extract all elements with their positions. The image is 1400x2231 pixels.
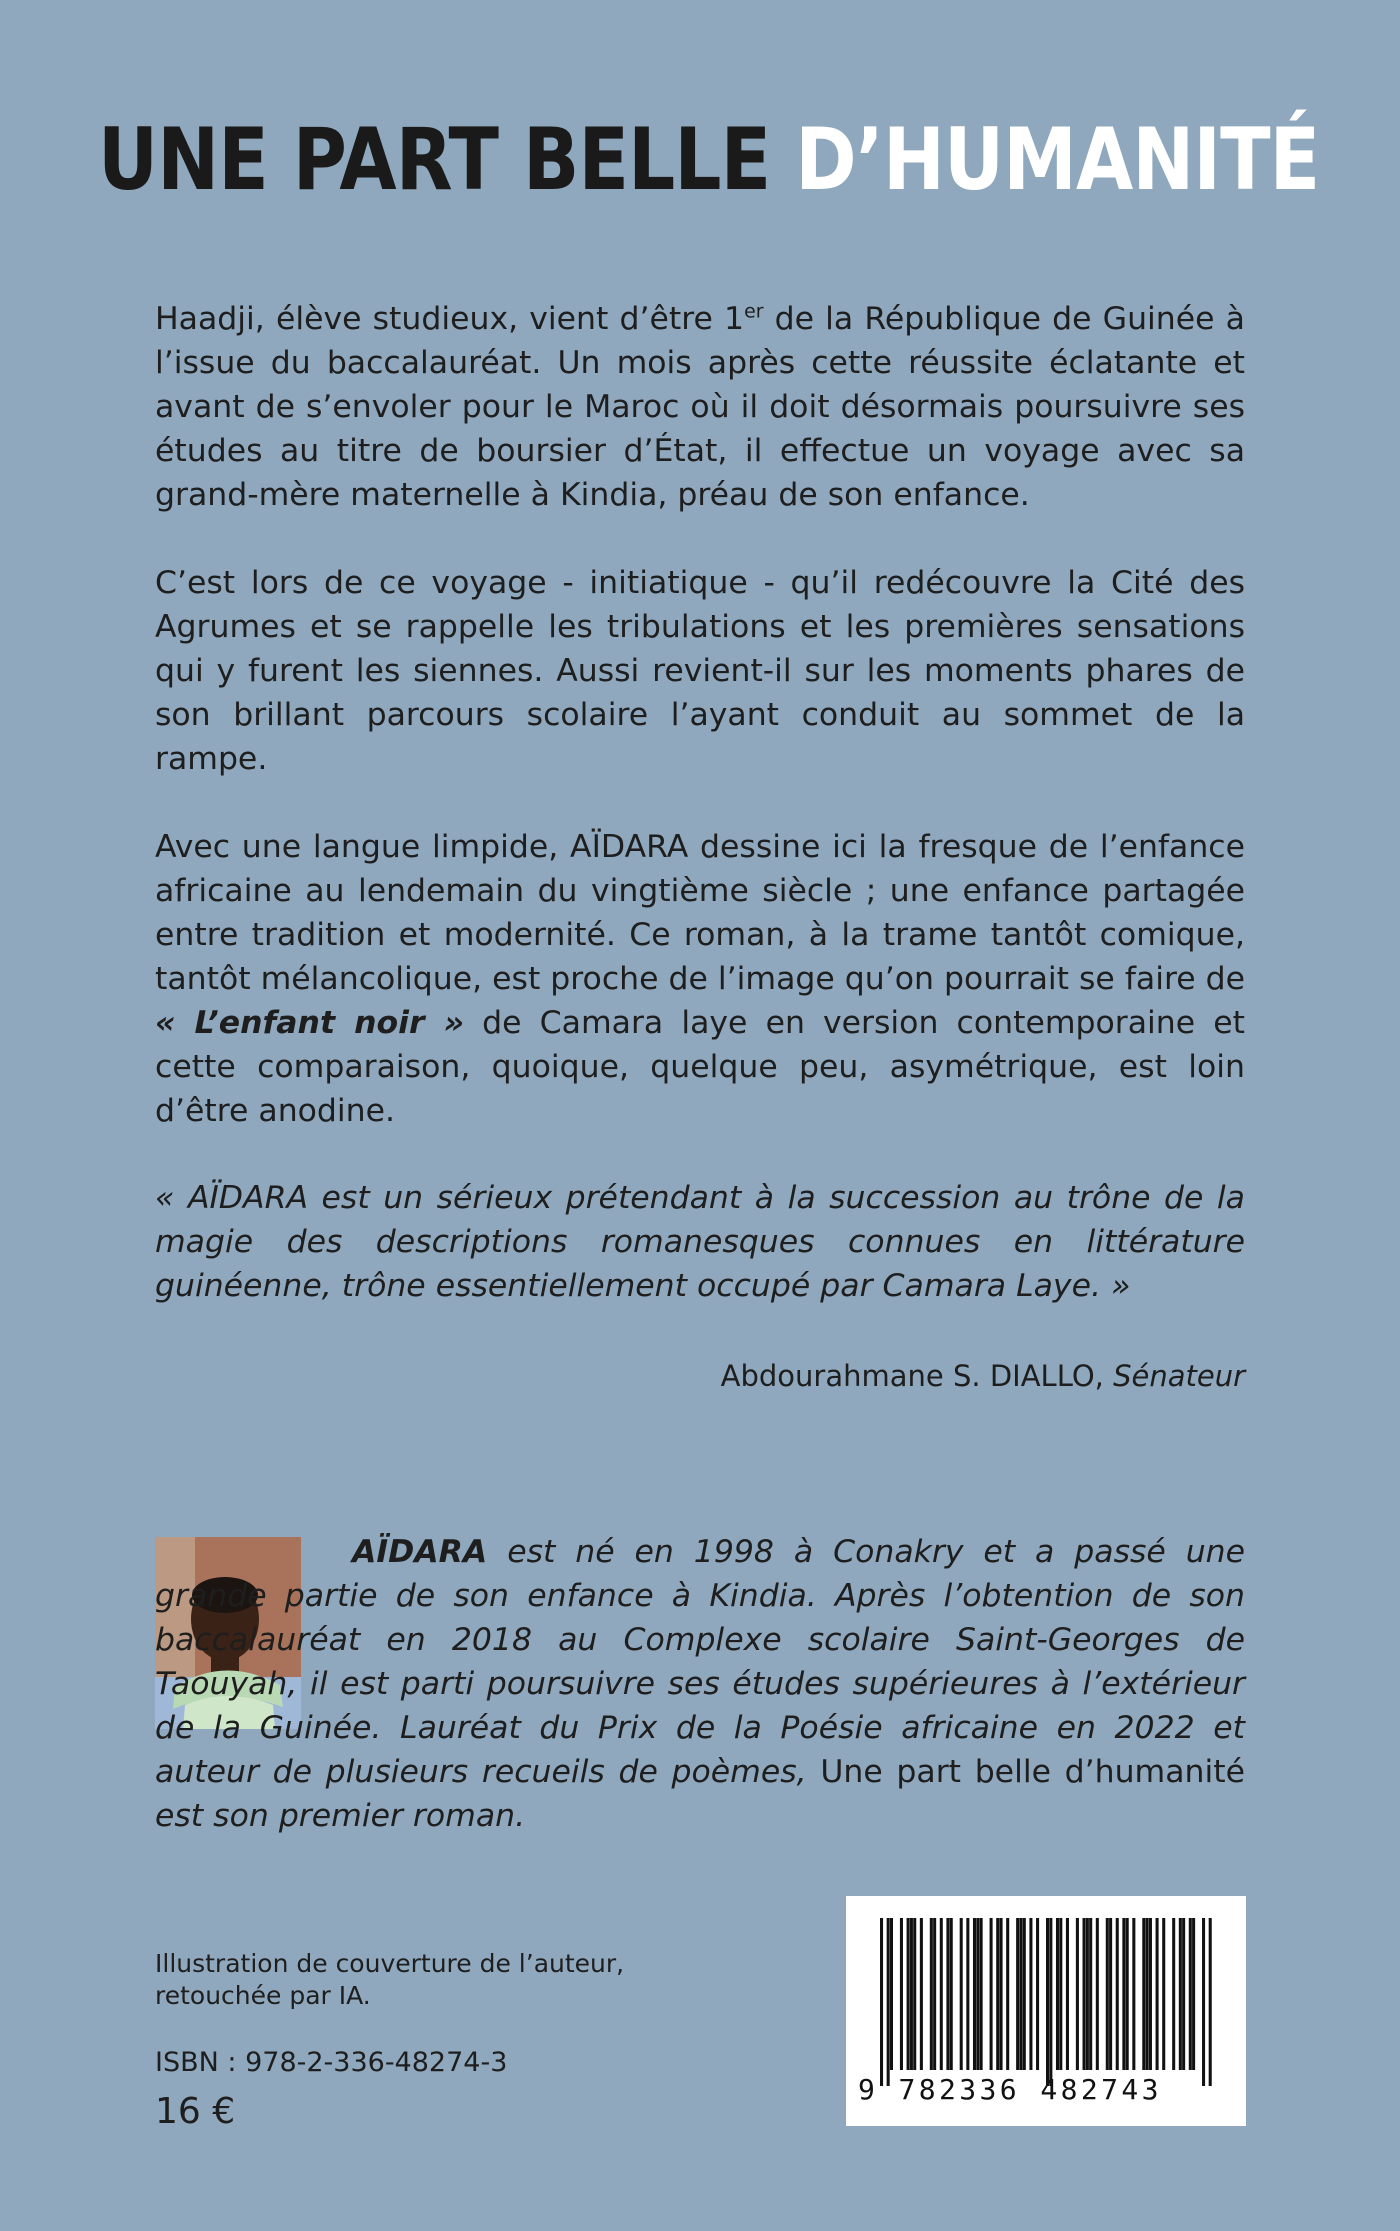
barcode — [846, 1896, 1246, 2126]
synopsis-paragraph-1 — [155, 297, 1245, 517]
barcode-bar — [1029, 1918, 1032, 2070]
cover-credit — [155, 1948, 755, 2012]
barcode-bar — [1162, 1918, 1165, 2070]
barcode-bar — [1089, 1918, 1092, 2070]
barcode-bar — [1059, 1918, 1062, 2070]
barcode-bar — [900, 1918, 903, 2070]
barcode-bar — [1083, 1918, 1086, 2070]
p3-book-reference: « L’enfant noir » — [155, 1005, 465, 1041]
barcode-bar — [1006, 1918, 1009, 2070]
barcode-bar — [1076, 1918, 1079, 2070]
barcode-bar — [910, 1918, 913, 2070]
barcode-bar — [966, 1918, 969, 2070]
barcode-bar — [1049, 1918, 1052, 2086]
barcode-bar — [1036, 1918, 1039, 2070]
barcode-bar — [973, 1918, 976, 2070]
p3-text-b: de Camara laye en version contemporaine et cette comparaison, quoique, quelque peu, asymétrique, est loin d’être anodine. — [155, 1005, 1245, 1129]
author-bio — [155, 1530, 1245, 1838]
barcode-bar — [1023, 1918, 1026, 2070]
quote-attribution — [721, 1356, 1245, 1396]
barcode-bar — [1066, 1918, 1069, 2070]
barcode-bar — [1016, 1918, 1019, 2070]
bio-book-title: Une part belle d’humanité — [820, 1754, 1245, 1790]
barcode-bar — [1189, 1918, 1192, 2070]
barcode-bar — [1192, 1918, 1195, 2070]
barcode-bar — [1209, 1918, 1212, 2086]
barcode-bar — [1096, 1918, 1099, 2070]
p1-text-a: Haadji, élève studieux, vient d’être 1 — [155, 301, 745, 337]
barcode-bar — [1156, 1918, 1159, 2070]
barcode-bar — [913, 1918, 916, 2070]
barcode-bar — [1132, 1918, 1135, 2070]
barcode-bar — [1146, 1918, 1149, 2070]
barcode-bar — [1056, 1918, 1059, 2070]
barcode-bar — [1149, 1918, 1152, 2070]
quote-author: Abdourahmane S. DIALLO, — [720, 1359, 1104, 1393]
credit-line-2: retouchée par IA. — [155, 1981, 371, 2010]
p1-text-b: de la République de Guinée à l’issue du baccalauréat. Un mois après cette réussite éclatante et avant de s’envoler pour le Maroc où il doit désormais poursuivre ses études au titre de boursier d’État, il effectue un voyage avec sa grand-mère maternelle à Kindia, préau de son enfance. — [155, 301, 1245, 513]
endorsement-quote: « AÏDARA est un sérieux prétendant à la succession au trône de la magie des descriptions romanesques connues en littérature guinéenne, trône essentiellement occupé par Camara Laye. » — [155, 1180, 1245, 1304]
barcode-bar — [976, 1918, 979, 2070]
barcode-bar — [960, 1918, 963, 2070]
barcode-bar — [996, 1918, 999, 2070]
price: 16 € — [155, 2091, 236, 2132]
quote-author-role: Sénateur — [1113, 1359, 1245, 1393]
barcode-bar — [1182, 1918, 1185, 2070]
barcode-bar — [1126, 1918, 1129, 2070]
barcode-digits: 9 782336 482743 — [858, 2073, 1162, 2106]
barcode-bar — [1000, 1918, 1003, 2070]
isbn: ISBN : 978-2-336-48274-3 — [155, 2047, 508, 2078]
barcode-bar — [933, 1918, 936, 2070]
bio-text-a: est né en 1998 à Conakry et a passé une grande partie de son enfance à Kindia. Après l’obtention de son baccalauréat en 2018 au Complexe scolaire Saint-Georges de Taouyah, il est parti poursuivre ses études supérieures à l’extérieur de la Guinée. Lauréat du Prix de la Poésie africaine en 2022 et auteur de plusieurs recueils de poèmes, — [155, 1534, 1245, 1790]
barcode-bar — [1202, 1918, 1205, 2086]
barcode-bar — [1086, 1918, 1089, 2070]
barcode-bar — [1172, 1918, 1175, 2070]
credit-line-1: Illustration de couverture de l’auteur, — [155, 1949, 625, 1978]
barcode-bar — [880, 1918, 883, 2086]
barcode-bar — [1109, 1918, 1112, 2070]
barcode-bar — [1019, 1918, 1022, 2070]
barcode-bar — [946, 1918, 949, 2070]
barcode-bar — [1106, 1918, 1109, 2070]
barcode-bar — [1116, 1918, 1119, 2070]
barcode-bar — [980, 1918, 983, 2070]
barcode-bar — [1179, 1918, 1182, 2070]
synopsis-paragraph-3 — [155, 825, 1245, 1133]
barcode-bar — [1142, 1918, 1145, 2070]
barcode-bar — [1046, 1918, 1049, 2086]
book-title — [98, 110, 1320, 210]
barcode-bar — [1122, 1918, 1125, 2070]
p3-text-a: Avec une langue limpide, AÏDARA dessine ici la fresque de l’enfance africaine au lendemain du vingtième siècle ; une enfance partagée entre tradition et modernité. Ce roman, à la trame tantôt comique, tantôt mélancolique, est proche de l’image qu’on pourrait se faire de — [155, 829, 1245, 997]
bio-text-b: est son premier roman. — [155, 1798, 526, 1834]
title-part-dark: UNE PART BELLE — [98, 110, 771, 210]
synopsis-paragraph-2: C’est lors de ce voyage - initiatique - qu’il redécouvre la Cité des Agrumes et se rappelle les tribulations et les premières sensations qui y furent les siennes. Aussi revient-il sur les moments phares de son brillant parcours scolaire l’ayant conduit au sommet de la rampe. — [155, 565, 1245, 777]
bio-author-name: AÏDARA — [352, 1534, 488, 1570]
barcode-bar — [907, 1918, 910, 2070]
title-part-white: D’HUMANITÉ — [795, 110, 1320, 210]
barcode-bar — [890, 1918, 893, 2070]
barcode-bar — [940, 1918, 943, 2070]
barcode-bar — [930, 1918, 933, 2070]
barcode-bar — [950, 1918, 953, 2070]
p1-superscript: er — [744, 300, 764, 323]
barcode-bar — [887, 1918, 890, 2086]
barcode-bar — [990, 1918, 993, 2070]
barcode-bar — [920, 1918, 923, 2070]
